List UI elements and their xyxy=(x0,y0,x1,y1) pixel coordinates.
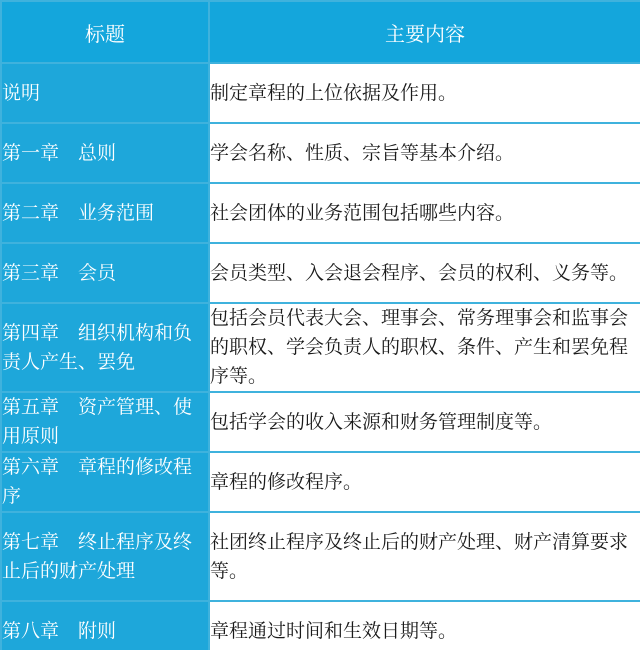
row-title: 第一章 总则 xyxy=(1,123,209,183)
row-content: 社会团体的业务范围包括哪些内容。 xyxy=(209,183,640,243)
row-content: 学会名称、性质、宗旨等基本介绍。 xyxy=(209,123,640,183)
row-title: 第四章 组织机构和负责人产生、罢免 xyxy=(1,303,209,392)
row-content: 包括会员代表大会、理事会、常务理事会和监事会的职权、学会负责人的职权、条件、产生和罢免程序等。 xyxy=(209,303,640,392)
table-row xyxy=(1,243,640,303)
table-header-row xyxy=(1,1,640,63)
table-row xyxy=(1,183,640,243)
table-row xyxy=(1,63,640,123)
table-row xyxy=(1,512,640,601)
table-row xyxy=(1,392,640,452)
row-title: 第二章 业务范围 xyxy=(1,183,209,243)
row-title: 第八章 附则 xyxy=(1,601,209,650)
row-content: 制定章程的上位依据及作用。 xyxy=(209,63,640,123)
table-row xyxy=(1,303,640,392)
table-row xyxy=(1,452,640,512)
row-title: 说明 xyxy=(1,63,209,123)
header-title: 标题 xyxy=(1,1,209,63)
header-content: 主要内容 xyxy=(209,1,640,63)
table-row xyxy=(1,123,640,183)
row-content: 会员类型、入会退会程序、会员的权利、义务等。 xyxy=(209,243,640,303)
row-title: 第三章 会员 xyxy=(1,243,209,303)
row-content: 社团终止程序及终止后的财产处理、财产清算要求等。 xyxy=(209,512,640,601)
row-title: 第五章 资产管理、使用原则 xyxy=(1,392,209,452)
row-content: 章程的修改程序。 xyxy=(209,452,640,512)
row-content: 包括学会的收入来源和财务管理制度等。 xyxy=(209,392,640,452)
table-row xyxy=(1,601,640,650)
row-title: 第七章 终止程序及终止后的财产处理 xyxy=(1,512,209,601)
row-content: 章程通过时间和生效日期等。 xyxy=(209,601,640,650)
row-title: 第六章 章程的修改程序 xyxy=(1,452,209,512)
